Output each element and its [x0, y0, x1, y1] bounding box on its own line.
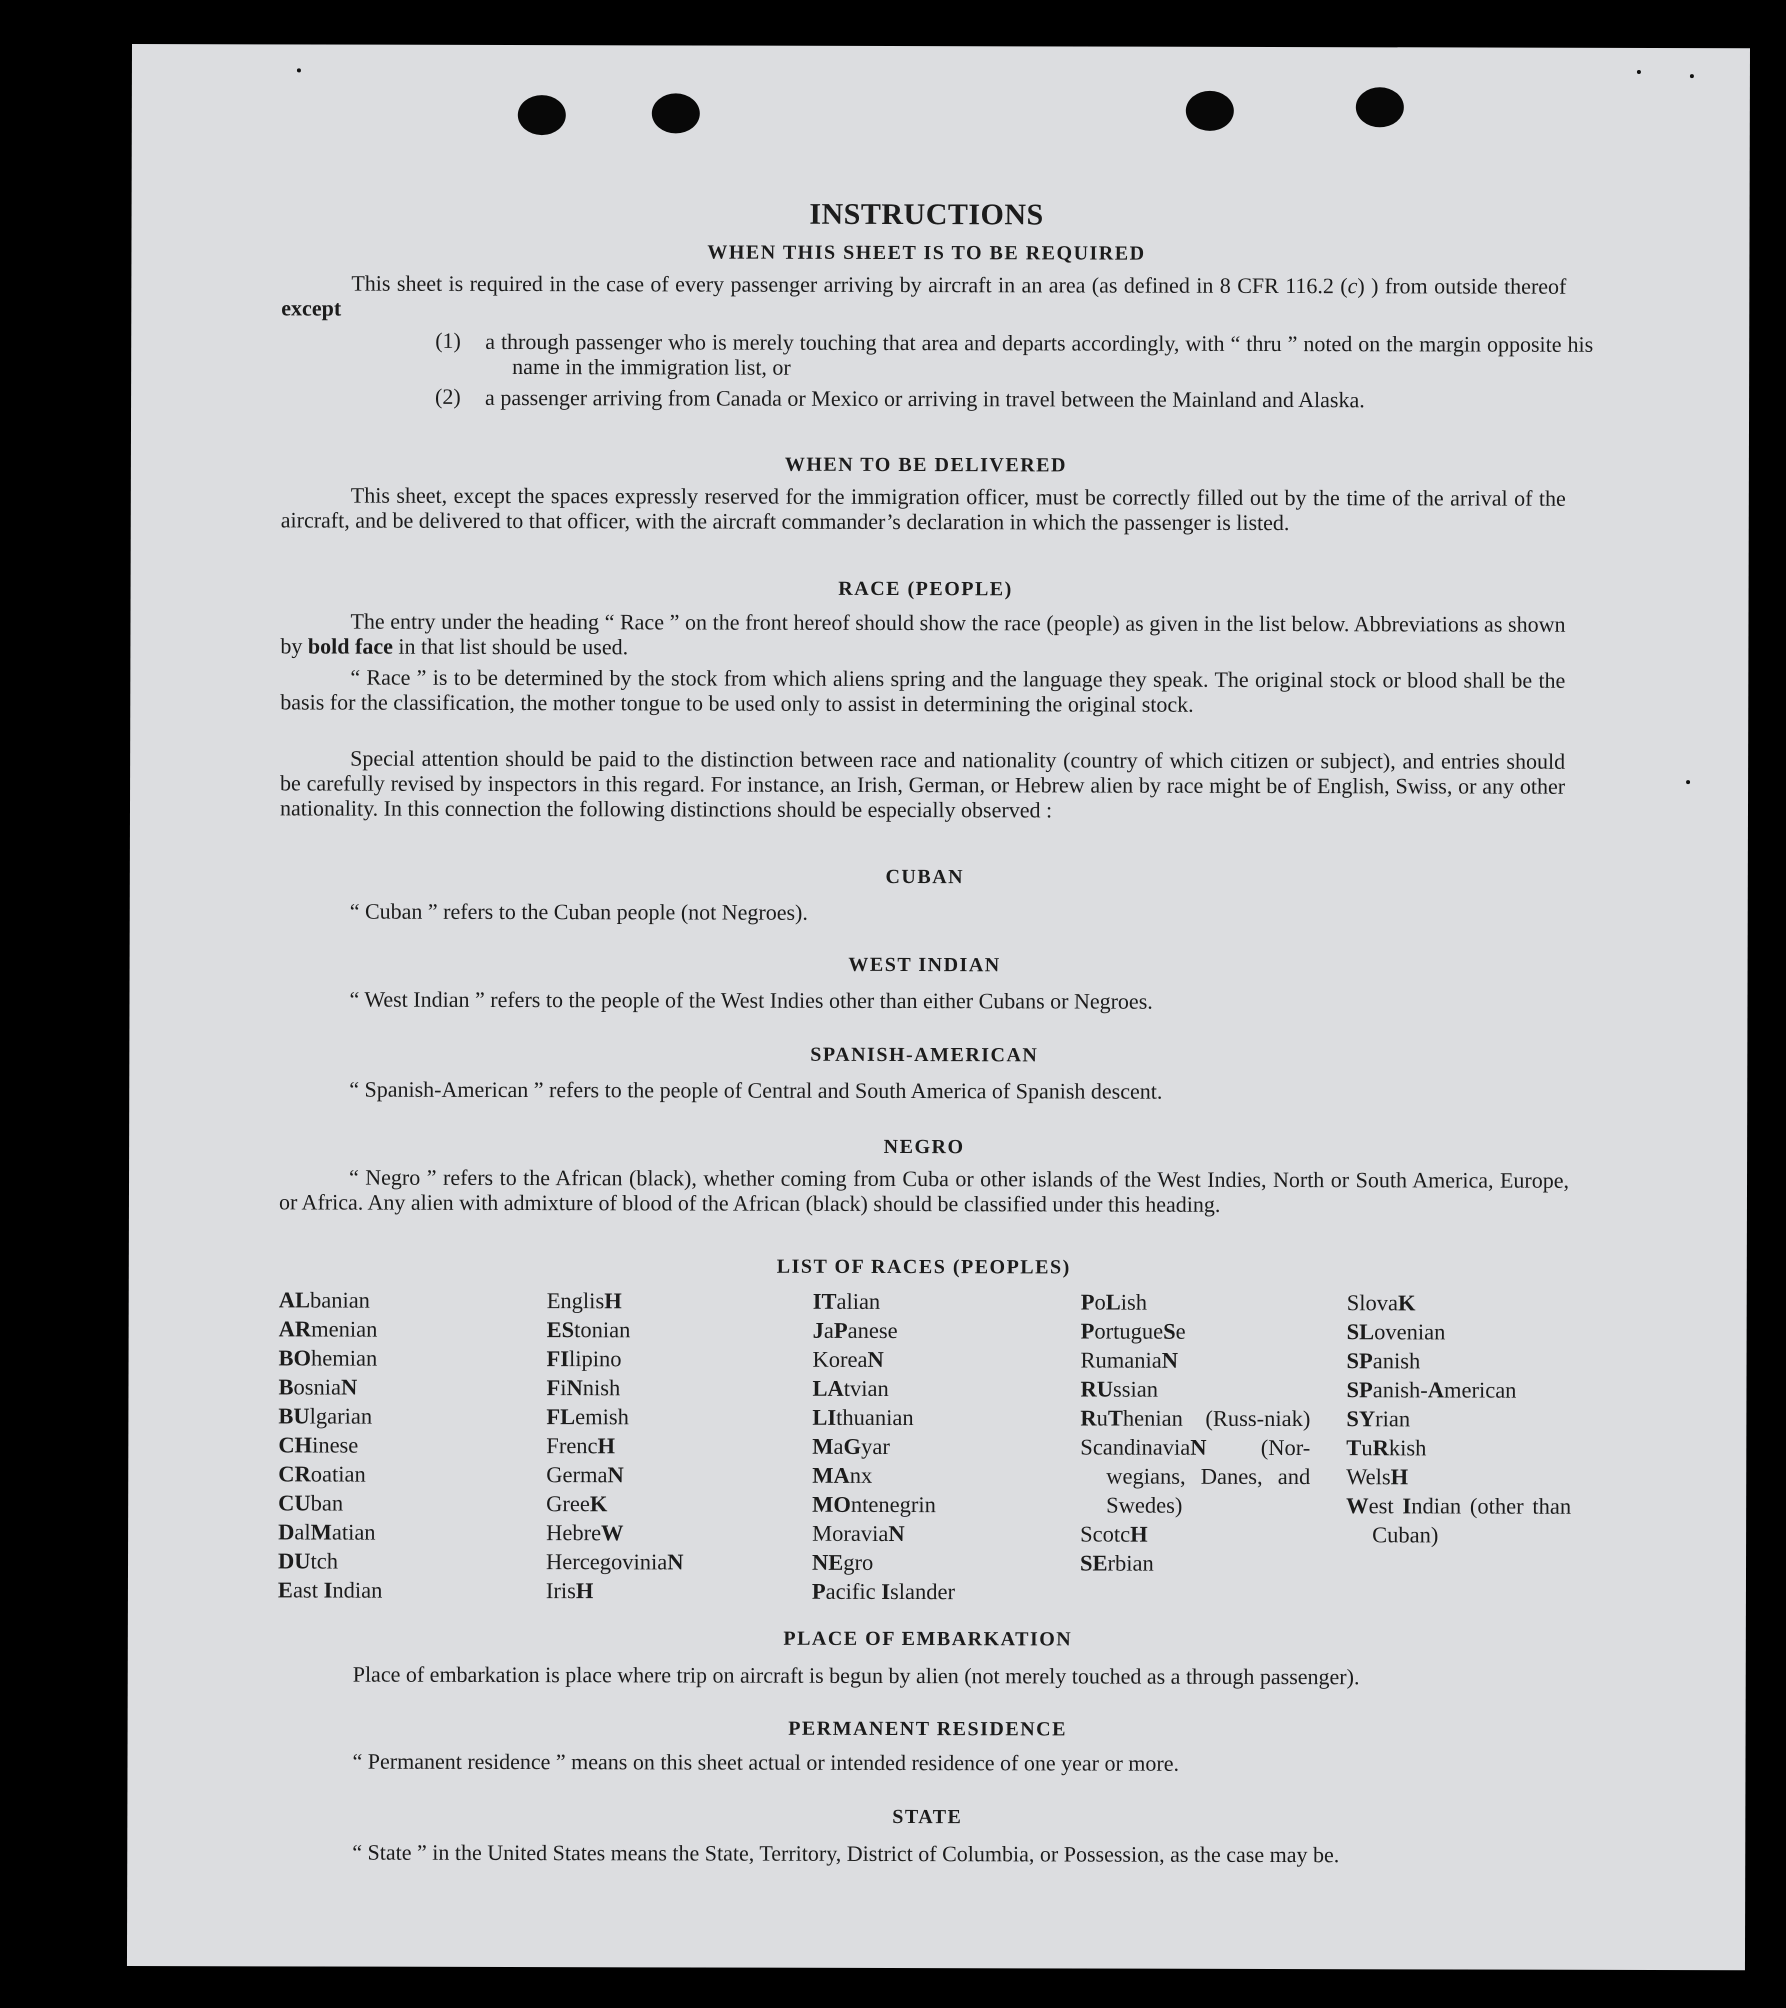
heading-negro: NEGRO — [883, 1135, 965, 1159]
paragraph-negro: “ Negro ” refers to the African (black), whether coming from Cuba or other islands of the West Indies, North or South America, Europe, or Africa. Any alien with admixture of blood of the African (black) should be classified under this heading. — [278, 1164, 1570, 1217]
race-list — [278, 1285, 1579, 1608]
race-entry: SYrian — [1346, 1406, 1411, 1432]
paragraph-when-delivered: This sheet, except the spaces expressly reserved for the immigration officer, must be correctly filled out by the time of the arrival of the aircraft, and be delivered to that officer, with the aircraft commander’s declaration in which the passenger is listed. — [280, 482, 1566, 536]
paragraph-race-1: The entry under the heading “ Race ” on the front hereof should show the race (people) as given in the list below. Abbreviations as shown by bold face in that list should be used. — [280, 608, 1566, 660]
speck — [1690, 74, 1694, 78]
race-entry: DUtch — [277, 1548, 339, 1574]
race-entry: EStonian — [546, 1317, 631, 1343]
speck — [1686, 780, 1690, 784]
race-entry: SlovaK — [1346, 1290, 1416, 1316]
race-entry: BUlgarian — [278, 1403, 373, 1429]
punch-hole — [1186, 91, 1234, 131]
race-entry: SLovenian — [1346, 1319, 1446, 1345]
document-page — [127, 44, 1750, 1970]
race-entry: PoLish — [1080, 1289, 1148, 1315]
race-column-1 — [278, 1285, 519, 1605]
page-title: INSTRUCTIONS — [809, 197, 1044, 232]
race-entry: GreeK — [546, 1491, 608, 1517]
race-column-3 — [812, 1287, 1053, 1607]
heading-when-required: WHEN THIS SHEET IS TO BE REQUIRED — [707, 241, 1146, 265]
race-entry: SErbian — [1079, 1550, 1154, 1576]
race-entry: MAnx — [812, 1462, 873, 1488]
race-entry: KoreaN — [812, 1346, 884, 1372]
race-entry: HebreW — [546, 1520, 624, 1546]
race-entry: ScotcH — [1080, 1521, 1148, 1547]
paragraph-state: “ State ” in the United States means the State, Territory, District of Columbia, or Possession, as the case may be. — [352, 1839, 1340, 1868]
paragraph-embarkation: Place of embarkation is place where trip on aircraft is begun by alien (not merely touched as a through passenger). — [352, 1661, 1360, 1690]
race-entry: FIlipino — [546, 1346, 622, 1372]
heading-permanent-residence: PERMANENT RESIDENCE — [788, 1717, 1067, 1741]
race-entry: ITalian — [812, 1288, 881, 1314]
race-entry: Pacific Islander — [811, 1578, 956, 1605]
race-entry: HercegoviniaN — [545, 1549, 684, 1575]
speck — [297, 68, 301, 72]
race-entry: RUssian — [1080, 1376, 1159, 1402]
race-entry: FLemish — [546, 1404, 629, 1430]
race-entry: GermaN — [546, 1462, 624, 1488]
race-entry: RuThenian (Russ-niak) — [1080, 1405, 1311, 1432]
race-entry: CHinese — [278, 1432, 359, 1458]
heading-race: RACE (PEOPLE) — [838, 577, 1013, 601]
race-column-4 — [1080, 1287, 1311, 1578]
exception-item-2: (2) a passenger arriving from Canada or Mexico or arriving in travel between the Mainland and Alaska. — [435, 383, 1365, 413]
exception-item-1: (1) a through passenger who is merely touching that area and departs accordingly, with “ thru ” noted on the margin opposite his name in the immigration list, or — [435, 327, 1594, 380]
race-entry: SPanish — [1346, 1348, 1421, 1374]
punch-hole — [652, 93, 700, 133]
instructions-content — [277, 152, 1594, 1868]
heading-embarkation: PLACE OF EMBARKATION — [783, 1627, 1073, 1651]
race-entry: MaGyar — [812, 1433, 890, 1459]
speck — [1637, 70, 1641, 74]
race-entry: BosniaN — [278, 1374, 358, 1400]
heading-cuban: CUBAN — [885, 865, 965, 889]
race-entry: MOntenegrin — [812, 1491, 936, 1518]
race-entry: LIthuanian — [812, 1404, 914, 1431]
paragraph-spanish-american: “ Spanish-American ” refers to the people of Central and South America of Spanish descent. — [349, 1076, 1163, 1104]
paragraph-race-3: Special attention should be paid to the distinction between race and nationality (country of which citizen or subject), and entries should be carefully revised by inspectors in this regard. For instance, an Irish, German, or Hebrew alien by race might be of English, Swiss, or any other nationality. In this connection the following distinctions should be especially observed : — [279, 745, 1566, 823]
heading-when-delivered: WHEN TO BE DELIVERED — [784, 453, 1067, 477]
race-entry: FrencH — [546, 1433, 616, 1459]
heading-state: STATE — [892, 1805, 963, 1829]
race-entry: MoraviaN — [812, 1520, 905, 1547]
race-entry: ARmenian — [278, 1316, 378, 1342]
race-entry: CUban — [278, 1490, 344, 1516]
paragraph-cuban: “ Cuban ” refers to the Cuban people (not Negroes). — [349, 898, 808, 925]
paragraph-west-indian: “ West Indian ” refers to the people of the West Indies other than either Cubans or Negroes. — [349, 986, 1153, 1014]
race-column-5 — [1346, 1288, 1572, 1550]
race-entry: ALbanian — [278, 1287, 370, 1313]
race-entry: ScandinaviaN (Nor-wegians, Danes, and Swedes) — [1080, 1434, 1311, 1518]
punch-hole — [1356, 87, 1404, 127]
race-entry: IrisH — [545, 1578, 594, 1604]
punch-hole — [518, 95, 566, 135]
heading-west-indian: WEST INDIAN — [848, 953, 1001, 977]
paragraph-permanent-residence: “ Permanent residence ” means on this sheet actual or intended residence of one year or more. — [352, 1748, 1180, 1776]
race-entry: SPanish-American — [1346, 1377, 1517, 1403]
race-entry: PortugueSe — [1080, 1318, 1186, 1344]
race-entry: West Indian (other than Cuban) — [1346, 1493, 1572, 1548]
race-column-2 — [546, 1286, 787, 1606]
race-entry: CRoatian — [278, 1461, 366, 1487]
paragraph-race-2: “ Race ” is to be determined by the stock from which aliens spring and the language they speak. The original stock or blood shall be the basis for the classification, the mother tongue to be used only to assist in determining the original stock. — [280, 664, 1566, 717]
race-entry: JaPanese — [812, 1317, 898, 1344]
race-entry: LAtvian — [812, 1375, 889, 1401]
heading-spanish-american: SPANISH-AMERICAN — [810, 1043, 1039, 1067]
race-entry: FiNnish — [546, 1375, 621, 1401]
race-entry: EnglisH — [546, 1288, 622, 1314]
heading-list-of-races: LIST OF RACES (PEOPLES) — [776, 1255, 1071, 1279]
race-entry: WelsH — [1346, 1464, 1409, 1490]
race-entry: East Indian — [277, 1577, 383, 1603]
race-entry: NEgro — [811, 1549, 874, 1575]
paragraph-when-required: This sheet is required in the case of every passenger arriving by aircraft in an area (as defined in 8 CFR 116.2 (c) ) from outside thereof except — [281, 270, 1567, 321]
race-entry: TuRkish — [1346, 1435, 1427, 1461]
race-entry: RumaniaN — [1080, 1347, 1179, 1373]
race-entry: DalMatian — [278, 1519, 376, 1545]
race-entry: BOhemian — [278, 1345, 378, 1371]
